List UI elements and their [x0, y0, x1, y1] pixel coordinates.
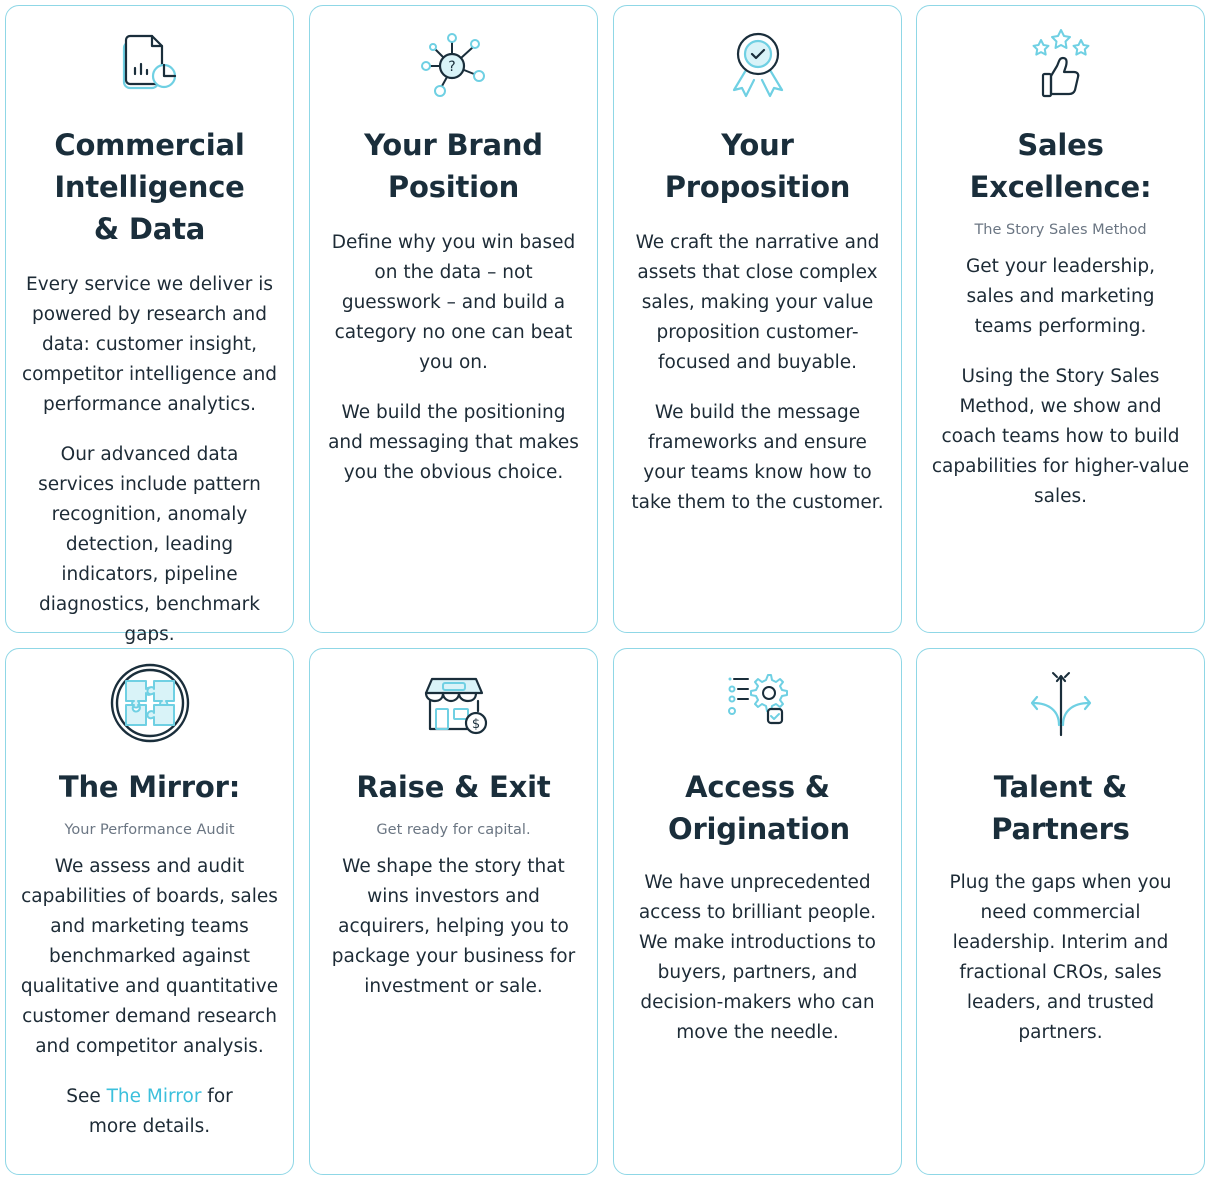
card-paragraph: Our advanced data services include pattern recognition, anomaly detection, leading indicators, pipeline diagnostics, benchmark gaps. [38, 444, 261, 645]
see-suffix: for more details. [88, 1086, 233, 1137]
storefront-dollar-icon [414, 665, 494, 745]
service-card-access-origination [613, 648, 902, 1175]
card-title: Access & Origination [668, 770, 850, 846]
card-paragraph: We have unprecedented access to brilliant people. We make introductions to buyers, partners, and decision-makers who can move the needle. [638, 872, 877, 1043]
card-title: The Mirror: [58, 770, 241, 804]
report-chart-icon [110, 28, 190, 108]
gear-checklist-icon [718, 665, 798, 745]
card-paragraph: We assess and audit capabilities of boards, sales and marketing teams benchmarked against qualitative and quantitative customer demand research and competitor analysis. [20, 856, 279, 1057]
card-paragraph: Get your leadership, sales and marketing teams performing. [965, 256, 1156, 337]
card-subtitle: The Story Sales Method [974, 222, 1147, 238]
service-card-raise-exit [309, 648, 598, 1175]
award-ribbon-icon [718, 26, 798, 106]
card-paragraph: We build the positioning and messaging that makes you the obvious choice. [328, 402, 579, 483]
card-paragraph: We build the message frameworks and ensure your teams know how to take them to the customer. [631, 402, 884, 513]
card-paragraph: We shape the story that wins investors and acquirers, helping you to package your business for investment or sale. [331, 856, 576, 997]
service-card-the-mirror [5, 648, 294, 1175]
service-card-brand-position [309, 5, 598, 633]
service-card-commercial-intelligence [5, 5, 294, 645]
card-title: Your Proposition [664, 128, 851, 204]
card-paragraph: Every service we deliver is powered by research and data: customer insight, competitor intelligence and performance analytics. [21, 274, 278, 415]
service-card-proposition [613, 5, 902, 633]
the-mirror-link[interactable]: The Mirror [106, 1086, 202, 1107]
thumbs-up-stars-icon [1021, 26, 1101, 106]
svg-text:?: ? [447, 59, 456, 75]
card-paragraph: We craft the narrative and assets that close complex sales, making your value proposition customer-focused and buyable. [635, 232, 880, 373]
card-subtitle: Get ready for capital. [376, 822, 531, 838]
see-prefix: See [66, 1086, 107, 1107]
card-title: Raise & Exit [356, 770, 551, 804]
card-paragraph: Define why you win based on the data – not guesswork – and build a category no one can beat you on. [331, 232, 576, 373]
svg-text:$: $ [471, 717, 480, 732]
card-title: Your Brand Position [364, 128, 543, 204]
card-title: Sales Excellence: [969, 128, 1152, 204]
service-card-sales-excellence [916, 5, 1205, 633]
card-title: Talent & Partners [991, 770, 1130, 846]
card-title: Commercial Intelligence & Data [54, 128, 245, 246]
card-subtitle: Your Performance Audit [64, 822, 235, 838]
see-more-text [20, 1082, 279, 1142]
service-card-talent-partners [916, 648, 1205, 1175]
card-paragraph: Using the Story Sales Method, we show and coach teams how to build capabilities for higher-value sales. [931, 366, 1190, 507]
question-network-icon [414, 26, 494, 106]
puzzle-mirror-icon [110, 663, 190, 743]
card-paragraph: Plug the gaps when you need commercial leadership. Interim and fractional CROs, sales leaders, and trusted partners. [949, 872, 1172, 1043]
split-arrows-icon [1021, 665, 1101, 745]
